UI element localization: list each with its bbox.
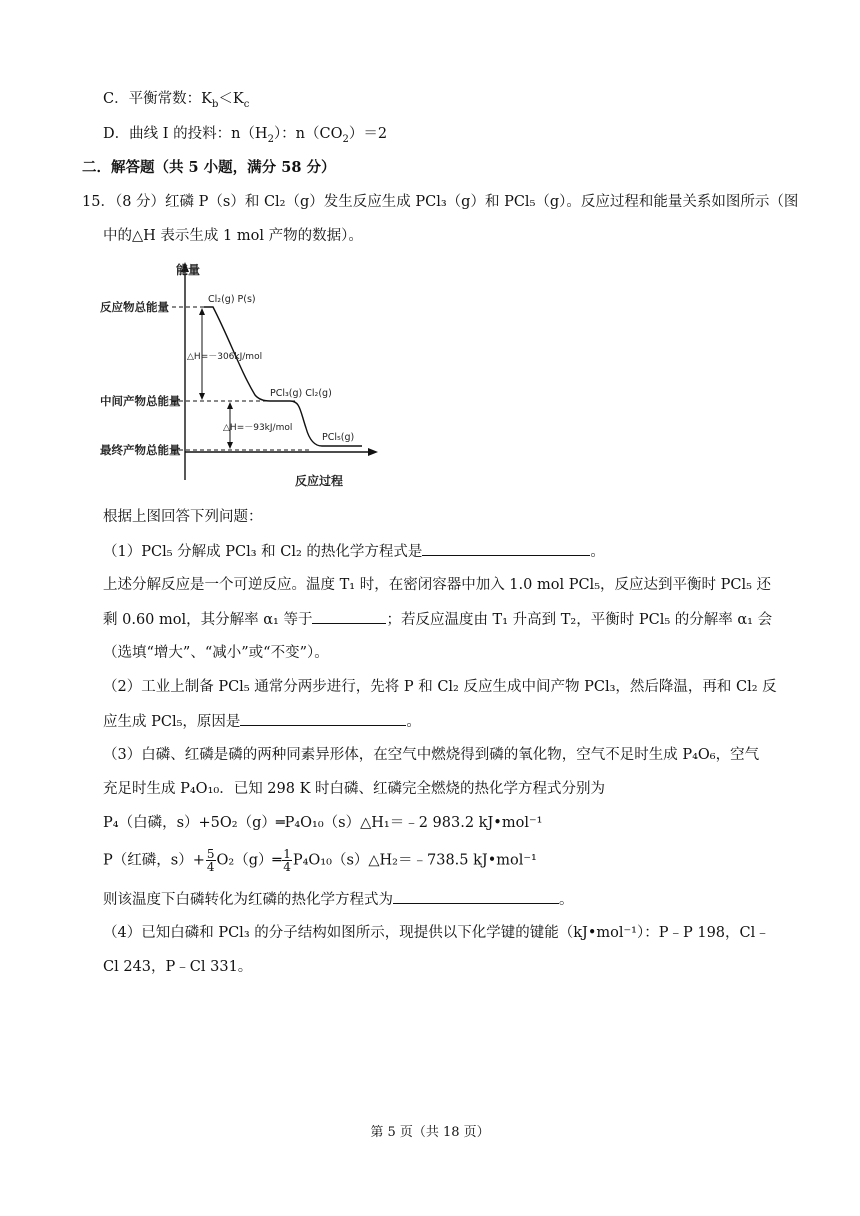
x-axis-arrow [368, 448, 378, 456]
part2-line1: （2）工业上制备 PCl₅ 通常分两步进行，先将 P 和 Cl₂ 反应生成中间产物 PCl₃，然后降温，再和 Cl₂ 反 [103, 679, 777, 695]
option-d: D．曲线 I 的投料：$n(H_2)$：$n(CO_2)=2$ [103, 126, 388, 145]
page-footer: 第 5 页（共 18 页） [370, 1125, 490, 1140]
equation-1: P₄（白磷，s）+5O₂（g）═P₄O₁₀（s）△H₁＝﹣2 983.2 kJ•mol⁻¹ [103, 815, 543, 831]
dh1-label: △H=－306kJ/mol [187, 352, 263, 362]
question-15-line2: 中的△H 表示生成 1 mol 产物的数据）。 [103, 228, 363, 244]
answer-blank-1[interactable] [422, 541, 590, 556]
part4-line2: Cl 243，P﹣Cl 331。 [103, 959, 253, 975]
species-mid-label: PCl₃(g) Cl₂(g) [270, 388, 332, 399]
intro-text: 根据上图回答下列问题： [103, 509, 263, 525]
energy-diagram [100, 260, 400, 492]
species-bottom-label: PCl₅(g) [322, 432, 355, 443]
equation-2: P（红磷，s）+ $\frac{5}{4}$ O₂（g）═ $\frac{1}{4}$ P₄O₁₀（s）△H₂＝﹣738.5 kJ•mol⁻¹ [103, 847, 537, 874]
dh2-label: △H=－93kJ/mol [223, 423, 293, 433]
dh1-arrow-head-top [199, 308, 205, 315]
part3-line2: 充足时生成 P₄O₁₀．已知 298 K 时白磷、红磷完全燃烧的热化学方程式分别为 [103, 781, 606, 797]
question-15-line1: 15．（8 分）红磷 P（s）和 Cl₂（g）发生反应生成 PCl₃（g）和 PCl₅（g）。反应过程和能量关系如图所示（图 [82, 194, 799, 210]
part3-line3: 则该温度下白磷转化为红磷的热化学方程式为 。 [103, 889, 574, 910]
fraction-1-4: $\frac{1}{4}$ [283, 847, 291, 874]
fraction-5-4: $\frac{5}{4}$ [206, 847, 215, 874]
part2-line2: 应生成 PCl₅，原因是 。 [103, 711, 421, 732]
answer-blank-4[interactable] [393, 889, 559, 904]
level-reactants-label: 反应物总能量 [100, 300, 169, 314]
dh2-arrow-head-top [227, 402, 233, 409]
dh1-arrow-head-bottom [199, 393, 205, 400]
answer-blank-3[interactable] [240, 711, 406, 726]
dh2-arrow-head-bottom [227, 442, 233, 449]
part1-line4: （选填“增大”、“减小”或“不变”）。 [103, 645, 329, 661]
species-top-label: Cl₂(g) P(s) [208, 294, 256, 305]
level-intermediate-label: 中间产物总能量 [100, 394, 181, 408]
part1-question: （1）PCl₅ 分解成 PCl₃ 和 Cl₂ 的热化学方程式是 。 [103, 541, 605, 562]
part1-line3: 剩 0.60 mol，其分解率 α₁ 等于 ；若反应温度由 T₁ 升高到 T₂，平衡时 PCl₅ 的分解率 α₁ 会 [103, 609, 772, 630]
part1-line2: 上述分解反应是一个可逆反应。温度 T₁ 时，在密闭容器中加入 1.0 mol PCl₅，反应达到平衡时 PCl₅ 还 [103, 577, 772, 593]
answer-blank-2[interactable] [312, 609, 386, 624]
x-axis-label: 反应过程 [295, 474, 344, 488]
level-final-label: 最终产物总能量 [100, 443, 181, 457]
option-c: C．平衡常数：$K_b<K_c$ [103, 91, 250, 110]
part4-line1: （4）已知白磷和 PCl₃ 的分子结构如图所示，现提供以下化学键的键能（kJ•mol⁻¹）：P﹣P 198，Cl﹣ [103, 925, 770, 941]
part3-line1: （3）白磷、红磷是磷的两种同素异形体，在空气中燃烧得到磷的氧化物，空气不足时生成 P₄O₆，空气 [103, 747, 760, 763]
y-axis-label: 能量 [176, 263, 201, 277]
section-title: 二．解答题（共 5 小题，满分 58 分） [82, 159, 336, 176]
